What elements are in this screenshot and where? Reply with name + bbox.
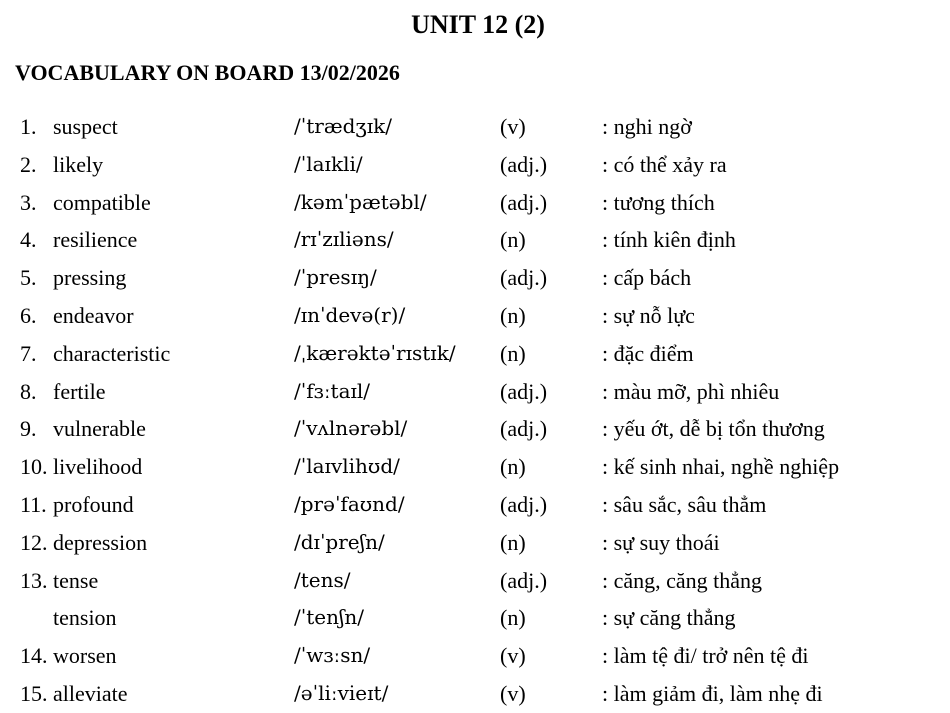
entry-pronunciation: /ˈpresɪŋ/	[294, 265, 377, 290]
entry-meaning: : tính kiên định	[602, 227, 736, 253]
entry-part-of-speech: (adj.)	[500, 378, 548, 404]
entry-pronunciation: /ˈtrædʒɪk/	[294, 114, 392, 138]
entry-pronunciation: /ˈtenʃn/	[294, 605, 365, 630]
entry-meaning: : màu mỡ, phì nhiêu	[602, 378, 780, 404]
vocab-entry	[0, 221, 950, 259]
entry-part-of-speech: (n)	[500, 302, 526, 328]
entry-number: 6.	[20, 302, 37, 328]
entry-word: livelihood	[53, 454, 143, 480]
entry-meaning: : sâu sắc, sâu thẳm	[602, 491, 767, 517]
entry-part-of-speech: (adj.)	[500, 151, 548, 177]
entry-word: resilience	[53, 227, 138, 253]
entry-number: 5.	[20, 265, 37, 291]
entry-pronunciation: /əˈliːvieɪt/	[294, 680, 389, 705]
page-title: UNIT 12 (2)	[411, 10, 545, 39]
entry-part-of-speech: (adj.)	[500, 265, 548, 291]
entry-meaning: : sự căng thẳng	[602, 605, 736, 631]
entry-meaning: : sự suy thoái	[602, 529, 720, 555]
entry-part-of-speech: (adj.)	[500, 491, 548, 517]
entry-part-of-speech: (v)	[500, 114, 526, 139]
entry-part-of-speech: (adj.)	[500, 567, 548, 593]
entry-meaning: : yếu ớt, dễ bị tổn thương	[602, 416, 825, 442]
entry-number: 12.	[20, 529, 48, 555]
entry-word: likely	[53, 151, 104, 177]
entry-pronunciation: /ˈwɜːsn/	[294, 643, 371, 668]
entry-number: 15.	[20, 680, 48, 706]
entry-word: tension	[53, 605, 117, 631]
entry-pronunciation: /ˈlaɪvlihʊd/	[294, 454, 400, 479]
vocab-entry	[0, 637, 950, 675]
entry-part-of-speech: (n)	[500, 529, 526, 555]
entry-part-of-speech: (n)	[500, 454, 526, 480]
entry-meaning: : có thể xảy ra	[602, 151, 727, 177]
entry-meaning: : tương thích	[602, 189, 715, 215]
entry-meaning: : làm giảm đi, làm nhẹ đi	[602, 680, 823, 706]
entry-word: compatible	[53, 189, 151, 215]
entry-number: 3.	[20, 189, 37, 215]
entry-meaning: : làm tệ đi/ trở nên tệ đi	[602, 643, 809, 669]
vocab-entry	[0, 562, 950, 600]
entry-part-of-speech: (v)	[500, 643, 526, 669]
entry-part-of-speech: (adj.)	[500, 189, 548, 215]
vocab-entry	[0, 524, 950, 562]
vocab-entry	[0, 486, 950, 524]
entry-part-of-speech: (n)	[500, 605, 526, 631]
entry-number: 7.	[20, 340, 37, 366]
entry-number: 2.	[20, 151, 37, 177]
entry-pronunciation: /prəˈfaʊnd/	[294, 491, 405, 516]
entry-pronunciation: /dɪˈpreʃn/	[294, 529, 385, 554]
vocab-entry	[0, 146, 950, 184]
entry-number: 9.	[20, 416, 37, 442]
entry-part-of-speech: (n)	[500, 340, 526, 366]
entry-word: pressing	[53, 265, 127, 291]
entry-meaning: : căng, căng thẳng	[602, 567, 763, 593]
entry-pronunciation: /ɪnˈdevə(r)/	[294, 302, 406, 327]
entry-part-of-speech: (n)	[500, 227, 526, 253]
vocab-entry	[0, 599, 950, 637]
vocab-entry	[0, 410, 950, 448]
entry-word: depression	[53, 529, 148, 555]
entry-pronunciation: /ˌkærəktəˈrɪstɪk/	[294, 340, 456, 365]
entry-pronunciation: /rɪˈzɪliəns/	[294, 227, 394, 252]
entry-word: worsen	[53, 643, 117, 669]
entry-part-of-speech: (v)	[500, 680, 526, 706]
section-heading: VOCABULARY ON BOARD 13/02/2026	[15, 60, 400, 85]
entry-number: 8.	[20, 378, 37, 404]
vocab-entry	[0, 184, 950, 222]
vocab-entry	[0, 259, 950, 297]
entry-pronunciation: /kəmˈpætəbl/	[294, 189, 427, 214]
entry-meaning: : kế sinh nhai, nghề nghiệp	[602, 454, 840, 480]
vocab-entry	[0, 373, 950, 411]
entry-word: tense	[53, 567, 99, 593]
entry-number: 11.	[20, 491, 47, 517]
vocab-entry	[0, 675, 950, 713]
entry-word: characteristic	[53, 340, 171, 366]
entry-word: vulnerable	[53, 416, 146, 442]
entry-number: 4.	[20, 227, 37, 253]
vocab-entry	[0, 108, 950, 146]
entry-pronunciation: /ˈvʌlnərəbl/	[294, 416, 408, 441]
vocab-entry	[0, 297, 950, 335]
entry-word: fertile	[53, 378, 106, 404]
entry-word: suspect	[53, 114, 118, 139]
entry-meaning: : sự nỗ lực	[602, 302, 695, 328]
entry-number: 10.	[20, 454, 48, 480]
entry-pronunciation: /tens/	[294, 567, 351, 592]
entry-meaning: : đặc điểm	[602, 340, 694, 366]
entry-word: alleviate	[53, 680, 128, 706]
entry-number: 13.	[20, 567, 48, 593]
entry-number: 1.	[20, 114, 37, 139]
entry-part-of-speech: (adj.)	[500, 416, 548, 442]
entry-pronunciation: /ˈlaɪkli/	[294, 151, 363, 176]
vocabulary-list	[0, 108, 950, 713]
entry-pronunciation: /ˈfɜːtaɪl/	[294, 378, 371, 403]
vocab-entry	[0, 335, 950, 373]
entry-number: 14.	[20, 643, 48, 669]
entry-word: profound	[53, 491, 134, 517]
vocab-entry	[0, 448, 950, 486]
entry-meaning: : cấp bách	[602, 265, 692, 291]
entry-word: endeavor	[53, 302, 134, 328]
entry-meaning: : nghi ngờ	[602, 114, 692, 139]
